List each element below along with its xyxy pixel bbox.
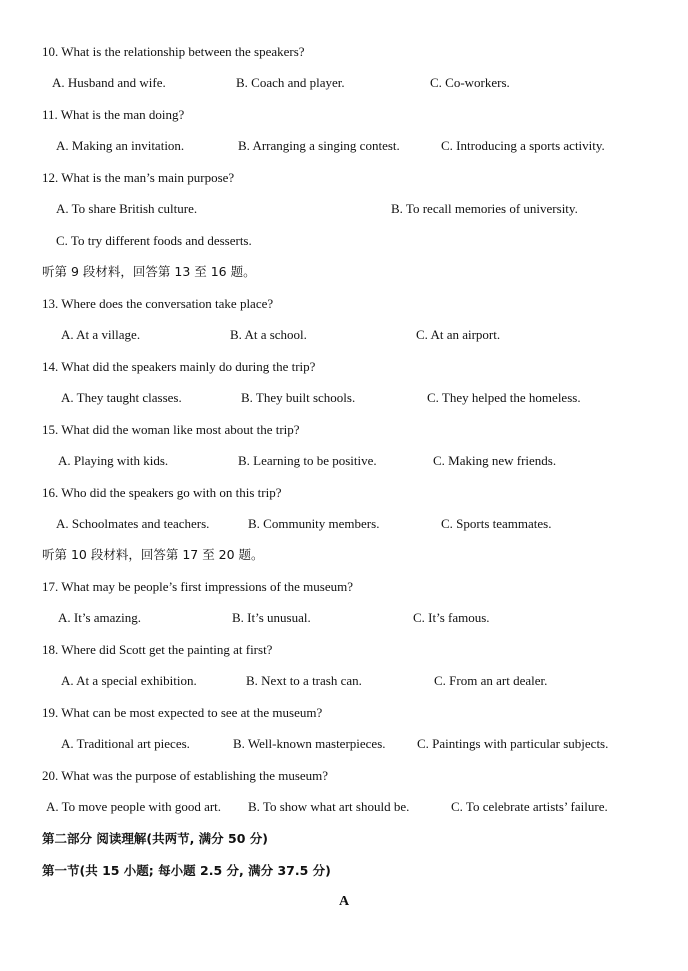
q10-option-b: B. Coach and player. [236, 75, 345, 90]
q17-option-a: A. It’s amazing. [58, 610, 142, 625]
part-2-title: 第二部分 阅读理解(共两节, 满分 50 分) [42, 831, 268, 846]
q14-option-a: A. They taught classes. [61, 390, 182, 405]
q18-option-b: B. Next to a trash can. [246, 673, 362, 688]
q15-option-c: C. Making new friends. [433, 453, 557, 468]
q17-option-b: B. It’s unusual. [232, 610, 311, 625]
q11-option-b: B. Arranging a singing contest. [238, 138, 400, 153]
q14-option-b: B. They built schools. [241, 390, 356, 405]
q16-option-a: A. Schoolmates and teachers. [56, 516, 210, 531]
passage-letter: A [338, 894, 350, 909]
q12-option-c: C. To try different foods and desserts. [56, 233, 252, 248]
question-16: 16. Who did the speakers go with on this trip? [42, 485, 282, 500]
q18-option-a: A. At a special exhibition. [61, 673, 197, 688]
question-15: 15. What did the woman like most about the trip? [42, 422, 300, 437]
q10-option-a: A. Husband and wife. [52, 75, 166, 90]
question-19: 19. What can be most expected to see at the museum? [42, 705, 323, 720]
section-1-title: 第一节(共 15 小题; 每小题 2.5 分, 满分 37.5 分) [42, 863, 331, 878]
q18-option-c: C. From an art dealer. [434, 673, 548, 688]
q17-option-c: C. It’s famous. [413, 610, 490, 625]
question-18: 18. Where did Scott get the painting at first? [42, 642, 273, 657]
question-12: 12. What is the man’s main purpose? [42, 170, 235, 185]
q20-option-c: C. To celebrate artists’ failure. [451, 799, 608, 814]
q12-option-a: A. To share British culture. [56, 201, 198, 216]
q14-option-c: C. They helped the homeless. [427, 390, 581, 405]
q16-option-c: C. Sports teammates. [441, 516, 552, 531]
question-11: 11. What is the man doing? [42, 107, 185, 122]
section-header-passage-9: 听第 9 段材料，回答第 13 至 16 题。 [42, 264, 256, 279]
q20-option-b: B. To show what art should be. [248, 799, 410, 814]
q13-option-b: B. At a school. [230, 327, 307, 342]
question-14: 14. What did the speakers mainly do during the trip? [42, 359, 316, 374]
question-13: 13. Where does the conversation take place? [42, 296, 274, 311]
question-20: 20. What was the purpose of establishing the museum? [42, 768, 329, 783]
q10-option-c: C. Co-workers. [430, 75, 510, 90]
q19-option-b: B. Well-known masterpieces. [233, 736, 386, 751]
section-header-passage-10: 听第 10 段材料，回答第 17 至 20 题。 [42, 547, 264, 562]
q13-option-a: A. At a village. [61, 327, 141, 342]
q19-option-a: A. Traditional art pieces. [61, 736, 190, 751]
q16-option-b: B. Community members. [248, 516, 380, 531]
q20-option-a: A. To move people with good art. [46, 799, 222, 814]
q11-option-a: A. Making an invitation. [56, 138, 185, 153]
q13-option-c: C. At an airport. [416, 327, 501, 342]
q19-option-c: C. Paintings with particular subjects. [417, 736, 609, 751]
q11-option-c: C. Introducing a sports activity. [441, 138, 605, 153]
question-10: 10. What is the relationship between the speakers? [42, 44, 305, 59]
q12-option-b: B. To recall memories of university. [391, 201, 578, 216]
q15-option-b: B. Learning to be positive. [238, 453, 377, 468]
q15-option-a: A. Playing with kids. [58, 453, 169, 468]
question-17: 17. What may be people’s first impressions of the museum? [42, 579, 353, 594]
